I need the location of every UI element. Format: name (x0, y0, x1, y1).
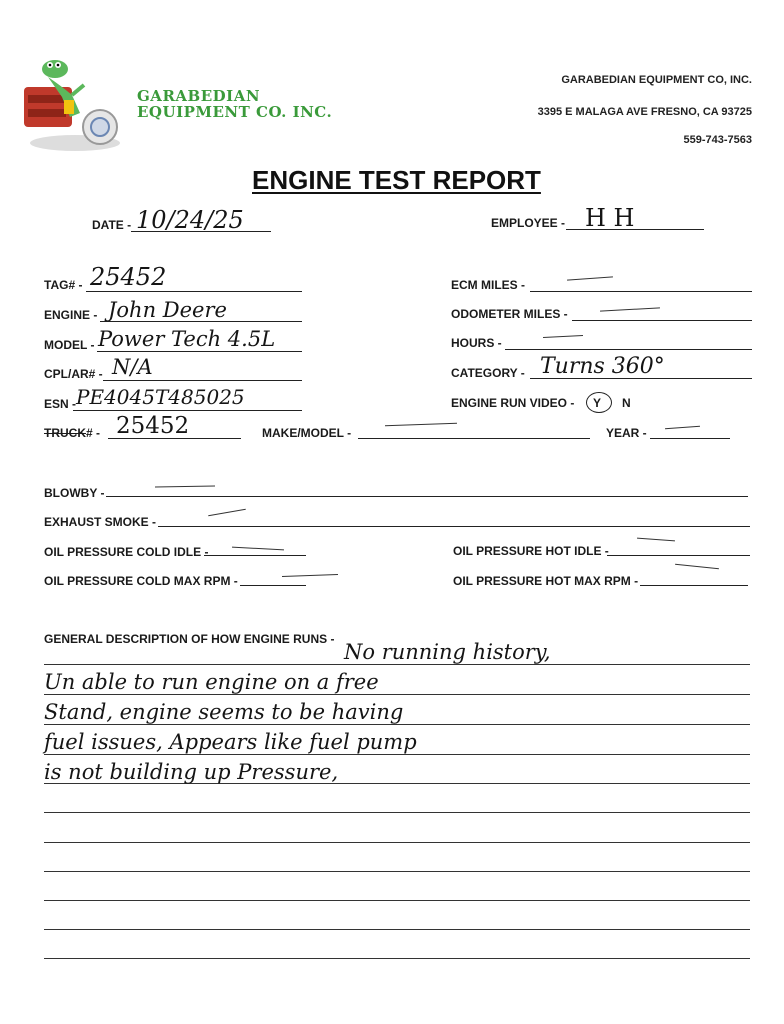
oil-hot-idle-line (607, 555, 750, 556)
category-value[interactable]: Turns 360° (540, 354, 665, 379)
exhaust-line (158, 526, 750, 527)
truck-label-word: TRUCK (44, 426, 86, 440)
esn-value[interactable]: PE4045T485025 (76, 385, 245, 409)
desc-line-10 (44, 929, 750, 930)
oil-cold-max-line (240, 585, 306, 586)
oil-cold-idle-line (204, 555, 306, 556)
oil-cold-idle-dash (232, 547, 284, 551)
exhaust-dash (208, 509, 246, 517)
oil-cold-max-label: OIL PRESSURE COLD MAX RPM - (44, 574, 238, 588)
page-title: ENGINE TEST REPORT (252, 165, 541, 195)
year-line (650, 438, 730, 439)
engine-value[interactable]: John Deere (108, 298, 227, 322)
company-name-line2: EQUIPMENT CO. INC. (137, 103, 333, 121)
cpl-line (103, 380, 302, 381)
year-dash (665, 426, 700, 429)
odometer-dash (600, 307, 660, 311)
cpl-label: CPL/AR# - (44, 367, 103, 381)
video-yes-circle (586, 392, 612, 413)
odometer-label: ODOMETER MILES - (451, 307, 568, 321)
model-value[interactable]: Power Tech 4.5L (98, 327, 276, 351)
desc-line-11 (44, 958, 750, 959)
hours-line (505, 349, 752, 350)
make-model-line (358, 438, 590, 439)
logo-mascot-icon (20, 55, 125, 155)
date-value[interactable]: 10/24/25 (136, 206, 244, 234)
blowby-dash (155, 485, 215, 487)
description-text-line-5[interactable]: is not building up Pressure, (44, 760, 339, 784)
esn-label: ESN - (44, 397, 77, 411)
description-text-line-4[interactable]: fuel issues, Appears like fuel pump (44, 730, 417, 754)
desc-line-3 (44, 724, 750, 725)
exhaust-label: EXHAUST SMOKE - (44, 515, 157, 529)
esn-line (73, 410, 302, 411)
year-label: YEAR - (606, 426, 647, 440)
ecm-label: ECM MILES - (451, 278, 525, 292)
ecm-dash (567, 276, 613, 280)
oil-hot-idle-dash (637, 538, 675, 542)
tag-label: TAG# - (44, 278, 83, 292)
oil-hot-max-line (640, 585, 748, 586)
category-label: CATEGORY - (451, 366, 525, 380)
video-label: ENGINE RUN VIDEO - (451, 396, 575, 410)
desc-line-8 (44, 871, 750, 872)
video-option-y[interactable]: Y (593, 396, 602, 410)
hours-label: HOURS - (451, 336, 502, 350)
hours-dash (543, 335, 583, 338)
description-text-line-3[interactable]: Stand, engine seems to be having (44, 700, 404, 724)
employee-label: EMPLOYEE - (491, 216, 566, 230)
description-text-line-1[interactable]: No running history, (344, 640, 551, 664)
ecm-line (530, 291, 752, 292)
video-option-n[interactable]: N (622, 396, 631, 410)
model-line (97, 351, 302, 352)
cpl-value[interactable]: N/A (112, 355, 153, 379)
desc-line-9 (44, 900, 750, 901)
header-address: 3395 E MALAGA AVE FRESNO, CA 93725 (537, 106, 752, 118)
make-model-dash (385, 423, 457, 427)
oil-cold-max-dash (282, 574, 338, 577)
truck-label-suffix: # - (86, 426, 101, 440)
company-name-line1: GARABEDIAN (137, 87, 261, 105)
date-label: DATE - (92, 218, 132, 232)
desc-line-6 (44, 812, 750, 813)
company-logo (20, 55, 125, 155)
truck-label (44, 426, 100, 440)
blowby-line (106, 496, 748, 497)
oil-hot-max-label: OIL PRESSURE HOT MAX RPM - (453, 574, 639, 588)
desc-line-2 (44, 694, 750, 695)
header-phone: 559-743-7563 (683, 134, 752, 146)
oil-hot-max-dash (675, 564, 719, 570)
header-company: GARABEDIAN EQUIPMENT CO, INC. (561, 74, 752, 86)
odometer-line (572, 320, 752, 321)
engine-label: ENGINE - (44, 308, 98, 322)
description-label: GENERAL DESCRIPTION OF HOW ENGINE RUNS - (44, 632, 335, 646)
description-text-line-2[interactable]: Un able to run engine on a free (44, 670, 379, 694)
desc-line-1 (44, 664, 750, 665)
oil-cold-idle-label: OIL PRESSURE COLD IDLE - (44, 545, 209, 559)
model-label: MODEL - (44, 338, 95, 352)
employee-value[interactable]: H H (585, 204, 635, 232)
desc-line-7 (44, 842, 750, 843)
oil-hot-idle-label: OIL PRESSURE HOT IDLE - (453, 544, 609, 558)
make-model-label: MAKE/MODEL - (262, 426, 352, 440)
tag-line (86, 291, 302, 292)
tag-value[interactable]: 25452 (90, 263, 167, 291)
blowby-label: BLOWBY - (44, 486, 105, 500)
truck-value[interactable]: 25452 (116, 413, 190, 439)
desc-line-4 (44, 754, 750, 755)
